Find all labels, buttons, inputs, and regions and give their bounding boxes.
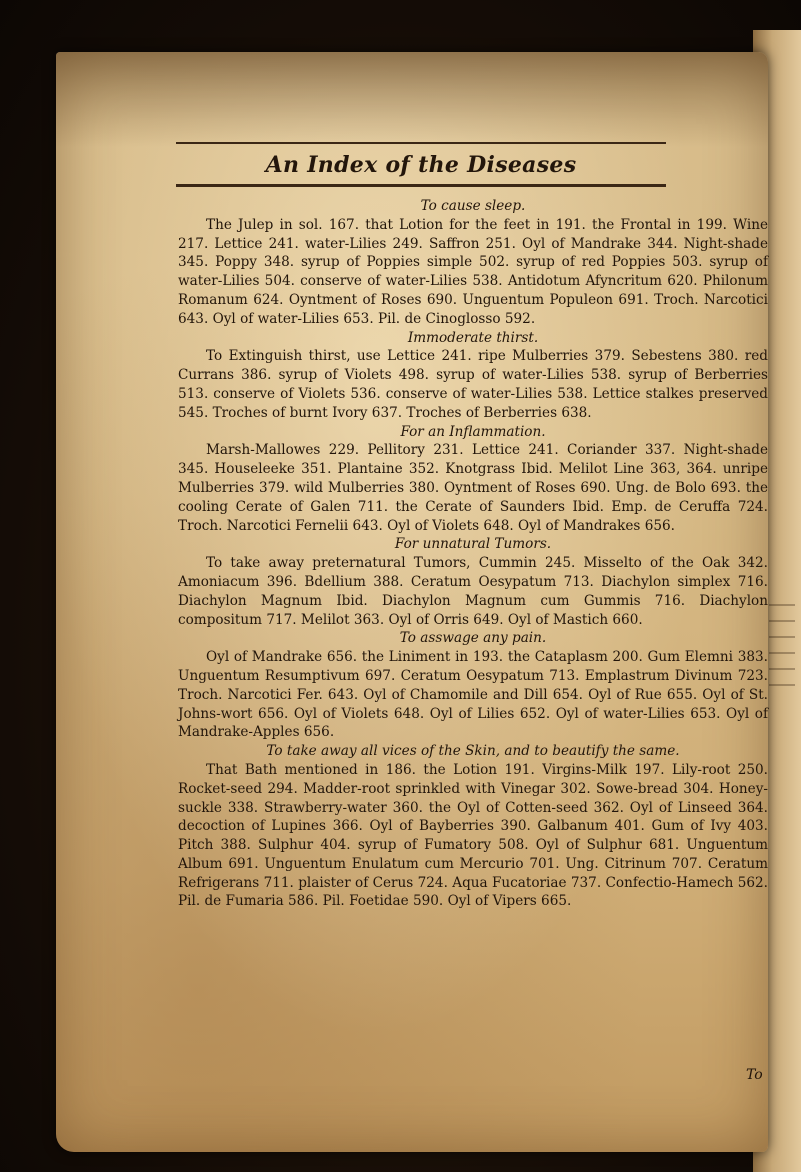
index-text [178, 197, 768, 911]
section-heading: To take away all vices of the Skin, and to beautify the same. [266, 743, 680, 760]
section-entry: Marsh-Mallowes 229. Pellitory 231. Lettice 241. Coriander 337. Night-shade 345. Houseleeke 351. Plantaine 352. Knotgrass Ibid. Melilot Line 363, 364. unripe Mulberries 379. wild Mulberries 380. Oyntment of Roses 690. Ung. de Bolo 693. the cooling Cerate of Galen 711. the Cerate of Saunders Ibid. Emp. de Ceruffa 724. Troch. Narcotici Fernelii 643. Oyl of Violets 648. Oyl of Mandrakes 656. [178, 442, 768, 534]
catchword: To [746, 1067, 763, 1083]
section-heading: For an Inflammation. [400, 423, 546, 440]
book-page [56, 52, 768, 1152]
section-heading: To asswage any pain. [399, 630, 547, 647]
section-entry: To Extinguish thirst, use Lettice 241. ripe Mulberries 379. Sebestens 380. red Currans 386. syrup of Violets 498. syrup of water-Lilies 538. syrup of Berberries 513. conserve of Violets 536. conserve of water-Lilies 538. Lettice stalkes preserved 545. Troches of burnt Ivory 637. Troches of Berberries 638. [178, 348, 768, 421]
section-entry: To take away preternatural Tumors, Cummin 245. Misselto of the Oak 342. Amoniacum 396. Bdellium 388. Ceratum Oesypatum 713. Diachylon simplex 716. Diachylon Magnum Ibid. Diachylon Magnum cum Gummis 716. Diachylon compositum 717. Melilot 363. Oyl of Orris 649. Oyl of Mastich 660. [178, 555, 768, 628]
section-entry: The Julep in sol. 167. that Lotion for the feet in 191. the Frontal in 199. Wine 217. Lettice 241. water-Lilies 249. Saffron 251. Oyl of Mandrake 344. Night-shade 345. Poppy 348. syrup of Poppies simple 502. syrup of red Poppies 503. syrup of water-Lilies 504. conserve of water-Lilies 538. Antidotum Afyncritum 620. Philonum Romanum 624. Oyntment of Roses 690. Unguentum Populeon 691. Troch. Narcotici 643. Oyl of water-Lilies 653. Pil. de Cinoglosso 592. [178, 216, 768, 327]
section-entry: Oyl of Mandrake 656. the Liniment in 193. the Cataplasm 200. Gum Elemni 383. Unguentum Resumptivum 697. Ceratum Oesypatum 713. Emplastrum Divinum 723. Troch. Narcotici Fer. 643. Oyl of Chamomile and Dill 654. Oyl of Rue 655. Oyl of St. Johns-wort 656. Oyl of Violets 648. Oyl of Lilies 652. Oyl of water-Lilies 653. Oyl of Mandrake-Apples 656. [178, 649, 768, 741]
section-entry: That Bath mentioned in 186. the Lotion 191. Virgins-Milk 197. Lily-root 250. Rocket-seed 294. Madder-root sprinkled with Vinegar 302. Sowe-bread 304. Honey-suckle 338. Strawberry-water 360. the Oyl of Cotten-seed 362. Oyl of Linseed 364. decoction of Lupines 366. Oyl of Bayberries 390. Galbanum 401. Gum of Ivy 403. Pitch 388. Sulphur 404. syrup of Fumatory 508. Oyl of Sulphur 681. Unguentum Album 691. Unguentum Enulatum cum Mercurio 701. Ung. Citrinum 707. Ceratum Refrigerans 711. plaister of Cerus 724. Aqua Fucatoriae 737. Confectio-Hamech 562. Pil. de Fumaria 586. Pil. Foetidae 590. Oyl of Vipers 665. [178, 761, 768, 910]
section-heading: Immoderate thirst. [407, 329, 539, 346]
section-heading: For unnatural Tumors. [394, 536, 552, 553]
page-shadow [56, 52, 768, 147]
section-heading: To cause sleep. [420, 198, 526, 214]
header-rule-bottom [176, 184, 666, 187]
running-head: An Index of the Diseases [265, 152, 577, 178]
header-rule-top [176, 142, 666, 144]
